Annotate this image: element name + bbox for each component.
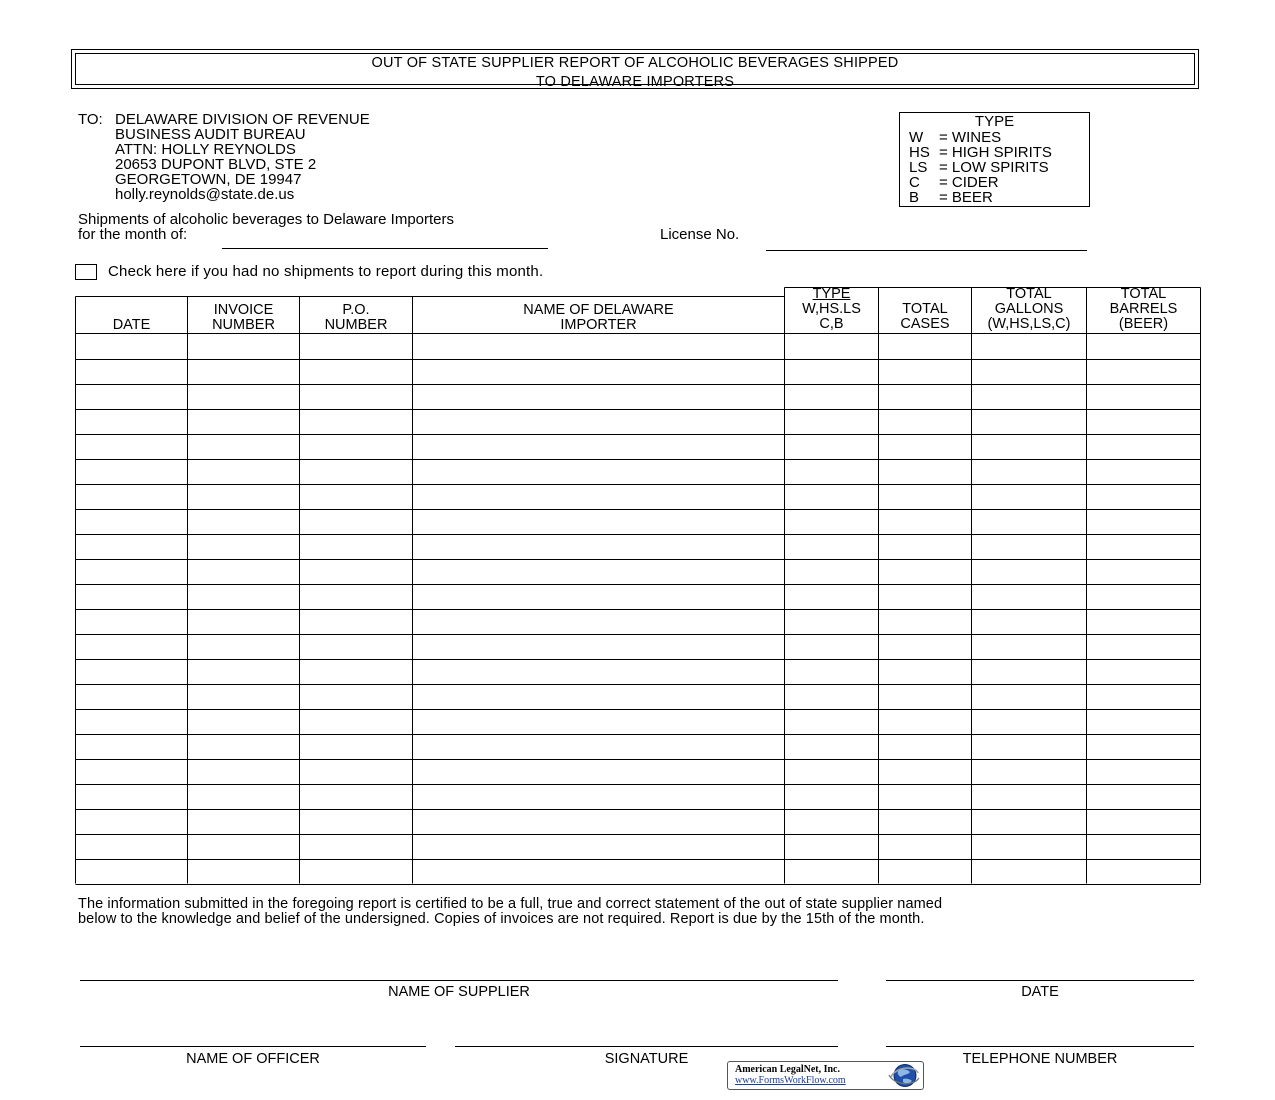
header-type-line-1: W,HS.LS <box>802 301 861 317</box>
table-cell[interactable] <box>880 335 971 358</box>
date-field[interactable] <box>886 980 1194 981</box>
table-cell[interactable] <box>414 385 784 408</box>
table-cell[interactable] <box>189 760 299 783</box>
table-cell[interactable] <box>973 460 1086 483</box>
table-cell[interactable] <box>77 560 187 583</box>
supplier-name-field[interactable] <box>80 980 838 981</box>
table-cell[interactable] <box>189 660 299 683</box>
table-cell[interactable] <box>786 335 878 358</box>
table-cell[interactable] <box>414 585 784 608</box>
header-gallons-line-1: TOTAL <box>1006 286 1052 302</box>
table-cell[interactable] <box>301 385 412 408</box>
header-barrels-line-2: BARRELS <box>1109 301 1178 317</box>
table-cell[interactable] <box>189 735 299 758</box>
header-importer-line-2: IMPORTER <box>560 317 637 333</box>
certification-line-2: below to the knowledge and belief of the undersigned. Copies of invoices are not required. Report is due by the 15th of the month. <box>78 911 925 927</box>
table-cell[interactable] <box>301 810 412 833</box>
table-cell[interactable] <box>786 810 878 833</box>
table-cell[interactable] <box>301 760 412 783</box>
table-cell[interactable] <box>973 660 1086 683</box>
table-cell[interactable] <box>973 385 1086 408</box>
table-cell[interactable] <box>414 510 784 533</box>
table-cell[interactable] <box>301 635 412 658</box>
table-cell[interactable] <box>301 835 412 858</box>
table-cell[interactable] <box>189 685 299 708</box>
table-cell[interactable] <box>786 760 878 783</box>
signature-label: SIGNATURE <box>604 1051 689 1067</box>
table-cell[interactable] <box>414 535 784 558</box>
table-cell[interactable] <box>414 810 784 833</box>
globe-icon <box>885 1063 921 1088</box>
table-cell[interactable] <box>880 660 971 683</box>
table-cell[interactable] <box>189 410 299 433</box>
table-cell[interactable] <box>301 560 412 583</box>
certification-line-1: The information submitted in the foregoing report is certified to be a full, true and correct statement of the out of state supplier named <box>78 896 943 912</box>
table-cell[interactable] <box>786 485 878 508</box>
table-cell[interactable] <box>301 660 412 683</box>
table-cell[interactable] <box>301 585 412 608</box>
table-cell[interactable] <box>301 435 412 458</box>
table-cell[interactable] <box>301 460 412 483</box>
header-invoice-line-1: INVOICE <box>213 302 274 318</box>
table-cell[interactable] <box>301 685 412 708</box>
table-cell[interactable] <box>301 360 412 383</box>
table-cell[interactable] <box>973 810 1086 833</box>
table-cell[interactable] <box>973 535 1086 558</box>
table-cell[interactable] <box>189 385 299 408</box>
type-legend-heading: TYPE <box>974 113 1015 130</box>
table-cell[interactable] <box>880 735 971 758</box>
table-cell[interactable] <box>414 660 784 683</box>
table-cell[interactable] <box>880 760 971 783</box>
address-email: holly.reynolds@state.de.us <box>115 186 295 203</box>
table-cell[interactable] <box>414 635 784 658</box>
table-cell[interactable] <box>880 535 971 558</box>
header-type-line-2: C,B <box>819 316 844 332</box>
table-cell[interactable] <box>786 785 878 808</box>
table-cell[interactable] <box>786 685 878 708</box>
table-cell[interactable] <box>301 410 412 433</box>
type-legend-item: W = WINES <box>909 129 1002 146</box>
table-cell[interactable] <box>414 835 784 858</box>
table-cell[interactable] <box>414 685 784 708</box>
table-cell[interactable] <box>414 410 784 433</box>
table-cell[interactable] <box>1088 510 1200 533</box>
table-cell[interactable] <box>1088 560 1200 583</box>
table-cell[interactable] <box>973 485 1086 508</box>
table-cell[interactable] <box>880 685 971 708</box>
type-legend-item: HS = HIGH SPIRITS <box>909 144 1052 161</box>
table-cell[interactable] <box>973 635 1086 658</box>
table-cell[interactable] <box>880 635 971 658</box>
table-cell[interactable] <box>786 585 878 608</box>
table-cell[interactable] <box>414 785 784 808</box>
table-cell[interactable] <box>189 710 299 733</box>
table-cell[interactable] <box>77 485 187 508</box>
table-cell[interactable] <box>786 835 878 858</box>
table-cell[interactable] <box>880 610 971 633</box>
supplier-name-label: NAME OF SUPPLIER <box>388 984 530 1000</box>
table-cell[interactable] <box>301 785 412 808</box>
table-cell[interactable] <box>77 585 187 608</box>
type-legend-item: C = CIDER <box>909 174 999 191</box>
table-cell[interactable] <box>973 785 1086 808</box>
table-cell[interactable] <box>77 360 187 383</box>
table-cell[interactable] <box>880 810 971 833</box>
table-cell[interactable] <box>880 835 971 858</box>
table-cell[interactable] <box>973 560 1086 583</box>
table-cell[interactable] <box>414 710 784 733</box>
table-cell[interactable] <box>189 810 299 833</box>
telephone-label: TELEPHONE NUMBER <box>962 1051 1118 1067</box>
table-cell[interactable] <box>973 760 1086 783</box>
table-cell[interactable] <box>77 810 187 833</box>
table-cell[interactable] <box>880 785 971 808</box>
shipments-label-line-1: Shipments of alcoholic beverages to Delaware Importers <box>78 211 455 228</box>
table-cell[interactable] <box>973 710 1086 733</box>
table-cell[interactable] <box>1088 535 1200 558</box>
logo-url-link[interactable]: www.FormsWorkFlow.com <box>735 1075 846 1086</box>
table-cell[interactable] <box>786 735 878 758</box>
table-cell[interactable] <box>1088 685 1200 708</box>
table-cell[interactable] <box>786 610 878 633</box>
table-cell[interactable] <box>1088 335 1200 358</box>
table-cell[interactable] <box>973 510 1086 533</box>
table-cell[interactable] <box>973 585 1086 608</box>
officer-name-label: NAME OF OFFICER <box>186 1051 320 1067</box>
table-cell[interactable] <box>880 860 971 883</box>
table-cell[interactable] <box>189 610 299 633</box>
table-cell[interactable] <box>189 560 299 583</box>
table-cell[interactable] <box>973 335 1086 358</box>
officer-name-field[interactable] <box>80 1046 426 1047</box>
shipments-label-line-2: for the month of: <box>78 226 188 243</box>
table-cell[interactable] <box>189 635 299 658</box>
table-cell[interactable] <box>1088 860 1200 883</box>
table-cell[interactable] <box>1088 785 1200 808</box>
table-cell[interactable] <box>786 510 878 533</box>
table-cell[interactable] <box>786 360 878 383</box>
table-cell[interactable] <box>189 335 299 358</box>
table-cell[interactable] <box>301 610 412 633</box>
table-cell[interactable] <box>880 585 971 608</box>
table-cell[interactable] <box>77 835 187 858</box>
table-cell[interactable] <box>77 760 187 783</box>
table-cell[interactable] <box>414 460 784 483</box>
logo-company-name: American LegalNet, Inc. <box>735 1064 840 1075</box>
table-cell[interactable] <box>414 560 784 583</box>
license-label: License No. <box>660 226 740 243</box>
table-cell[interactable] <box>786 660 878 683</box>
table-cell[interactable] <box>77 735 187 758</box>
table-cell[interactable] <box>973 360 1086 383</box>
table-cell[interactable] <box>77 710 187 733</box>
table-cell[interactable] <box>189 435 299 458</box>
table-cell[interactable] <box>1088 835 1200 858</box>
header-type-title: TYPE <box>812 286 851 302</box>
table-cell[interactable] <box>1088 585 1200 608</box>
header-gallons-line-3: (W,HS,LS,C) <box>987 316 1071 332</box>
table-cell[interactable] <box>189 585 299 608</box>
header-barrels-line-3: (BEER) <box>1118 316 1169 332</box>
table-cell[interactable] <box>786 560 878 583</box>
table-cell[interactable] <box>189 460 299 483</box>
header-importer-line-1: NAME OF DELAWARE <box>523 302 674 318</box>
table-cell[interactable] <box>1088 385 1200 408</box>
table-cell[interactable] <box>77 335 187 358</box>
table-cell[interactable] <box>301 710 412 733</box>
table-cell[interactable] <box>973 685 1086 708</box>
table-cell[interactable] <box>414 860 784 883</box>
table-cell[interactable] <box>301 485 412 508</box>
address-line-3: ATTN: HOLLY REYNOLDS <box>115 141 296 158</box>
table-cell[interactable] <box>786 460 878 483</box>
table-cell[interactable] <box>1088 460 1200 483</box>
type-legend-item: LS = LOW SPIRITS <box>909 159 1049 176</box>
table-cell[interactable] <box>973 410 1086 433</box>
header-po-line-2: NUMBER <box>324 317 388 333</box>
date-label: DATE <box>1021 984 1059 1000</box>
table-cell[interactable] <box>189 535 299 558</box>
no-shipments-label: Check here if you had no shipments to report during this month. <box>108 263 544 280</box>
table-cell[interactable] <box>880 710 971 733</box>
table-cell[interactable] <box>880 385 971 408</box>
table-cell[interactable] <box>880 460 971 483</box>
header-invoice-line-2: NUMBER <box>212 317 275 333</box>
table-cell[interactable] <box>77 685 187 708</box>
table-cell[interactable] <box>973 835 1086 858</box>
table-cell[interactable] <box>973 610 1086 633</box>
table-cell[interactable] <box>77 860 187 883</box>
table-cell[interactable] <box>786 635 878 658</box>
table-cell[interactable] <box>973 735 1086 758</box>
table-cell[interactable] <box>189 360 299 383</box>
telephone-field[interactable] <box>886 1046 1194 1047</box>
table-cell[interactable] <box>1088 635 1200 658</box>
table-cell[interactable] <box>77 535 187 558</box>
table-cell[interactable] <box>880 410 971 433</box>
table-cell[interactable] <box>301 535 412 558</box>
table-cell[interactable] <box>1088 660 1200 683</box>
table-cell[interactable] <box>1088 435 1200 458</box>
table-cell[interactable] <box>414 735 784 758</box>
table-cell[interactable] <box>880 510 971 533</box>
table-cell[interactable] <box>1088 710 1200 733</box>
table-cell[interactable] <box>880 435 971 458</box>
table-cell[interactable] <box>1088 810 1200 833</box>
form-title-line-1: OUT OF STATE SUPPLIER REPORT OF ALCOHOLIC BEVERAGES SHIPPED <box>371 55 899 71</box>
address-line-2: BUSINESS AUDIT BUREAU <box>115 126 306 143</box>
table-cell[interactable] <box>189 860 299 883</box>
table-cell[interactable] <box>1088 610 1200 633</box>
table-cell[interactable] <box>189 510 299 533</box>
table-cell[interactable] <box>880 485 971 508</box>
table-cell[interactable] <box>189 785 299 808</box>
table-cell[interactable] <box>973 860 1086 883</box>
table-cell[interactable] <box>77 435 187 458</box>
table-cell[interactable] <box>77 410 187 433</box>
header-po-line-1: P.O. <box>342 302 370 318</box>
table-cell[interactable] <box>77 610 187 633</box>
address-line-4: 20653 DUPONT BLVD, STE 2 <box>115 156 317 173</box>
table-cell[interactable] <box>1088 410 1200 433</box>
table-cell[interactable] <box>189 485 299 508</box>
table-cell[interactable] <box>77 385 187 408</box>
table-cell[interactable] <box>414 485 784 508</box>
table-cell[interactable] <box>301 510 412 533</box>
table-cell[interactable] <box>189 835 299 858</box>
table-cell[interactable] <box>77 460 187 483</box>
table-cell[interactable] <box>786 410 878 433</box>
table-cell[interactable] <box>786 535 878 558</box>
header-cases-line-1: TOTAL <box>902 301 948 317</box>
table-cell[interactable] <box>1088 485 1200 508</box>
header-date: DATE <box>112 317 151 333</box>
table-cell[interactable] <box>880 360 971 383</box>
table-cell[interactable] <box>77 660 187 683</box>
address-line-5: GEORGETOWN, DE 19947 <box>115 171 302 188</box>
table-cell[interactable] <box>880 560 971 583</box>
table-cell[interactable] <box>77 785 187 808</box>
table-cell[interactable] <box>786 385 878 408</box>
table-cell[interactable] <box>414 360 784 383</box>
header-barrels-line-1: TOTAL <box>1120 286 1167 302</box>
table-cell[interactable] <box>786 435 878 458</box>
to-label: TO: <box>78 111 103 128</box>
header-cases-line-2: CASES <box>900 316 950 332</box>
table-cell[interactable] <box>786 710 878 733</box>
form-title-line-2: TO DELAWARE IMPORTERS <box>535 74 735 90</box>
table-cell[interactable] <box>301 735 412 758</box>
table-cell[interactable] <box>301 335 412 358</box>
table-cell[interactable] <box>301 860 412 883</box>
header-gallons-line-2: GALLONS <box>994 301 1064 317</box>
table-cell[interactable] <box>786 860 878 883</box>
american-legalnet-logo[interactable] <box>727 1061 924 1090</box>
table-cell[interactable] <box>414 610 784 633</box>
table-cell[interactable] <box>414 760 784 783</box>
table-cell[interactable] <box>414 335 784 358</box>
type-legend-item: B = BEER <box>909 189 993 206</box>
table-cell[interactable] <box>1088 360 1200 383</box>
table-cell[interactable] <box>1088 760 1200 783</box>
table-cell[interactable] <box>414 435 784 458</box>
table-cell[interactable] <box>1088 735 1200 758</box>
signature-field[interactable] <box>455 1046 838 1047</box>
table-cell[interactable] <box>77 510 187 533</box>
table-cell[interactable] <box>973 435 1086 458</box>
address-line-1: DELAWARE DIVISION OF REVENUE <box>115 111 370 128</box>
table-cell[interactable] <box>77 635 187 658</box>
